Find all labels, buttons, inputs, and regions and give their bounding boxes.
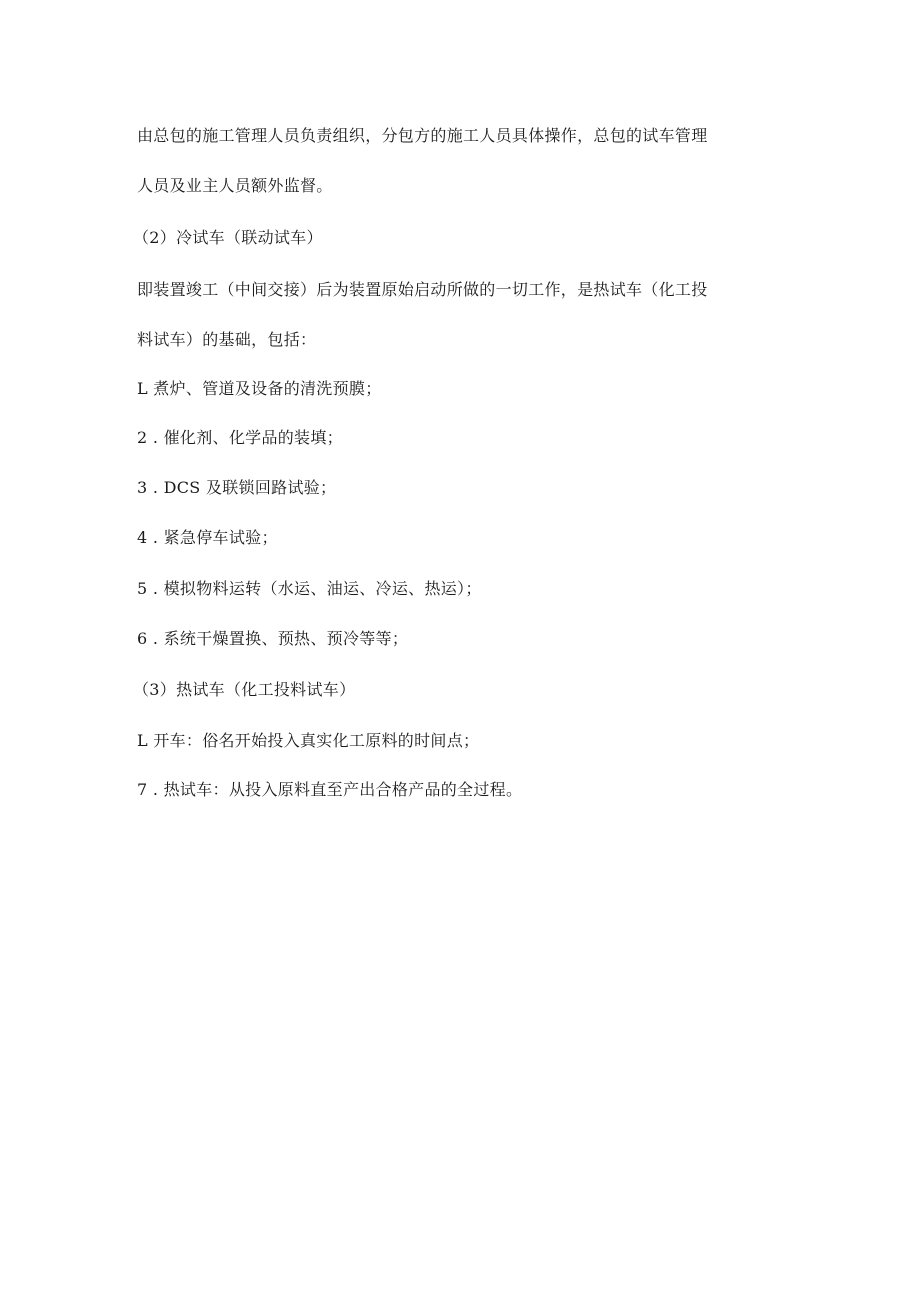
paragraph-line: 人员及业主人员额外监督。 bbox=[137, 176, 333, 195]
list-item: 5 . 模拟物料运转（水运、油运、冷运、热运）； bbox=[137, 579, 482, 598]
list-item: 2 . 催化剂、化学品的装填； bbox=[137, 428, 343, 447]
list-item: 7 . 热试车：从投入原料直至产出合格产品的全过程。 bbox=[137, 780, 523, 799]
list-item: 3 . DCS 及联锁回路试验； bbox=[137, 478, 337, 497]
list-item: 6 . 系统干燥置换、预热、预冷等等； bbox=[137, 629, 409, 648]
paragraph-line: 由总包的施工管理人员负责组织，分包方的施工人员具体操作，总包的试车管理 bbox=[137, 126, 708, 145]
paragraph-line: 料试车）的基础，包括： bbox=[137, 330, 317, 349]
section-heading-hot-test: （3）热试车（化工投料试车） bbox=[133, 680, 356, 699]
list-item: L 开车：俗名开始投入真实化工原料的时间点； bbox=[137, 731, 480, 750]
list-item: 4 . 紧急停车试验； bbox=[137, 528, 278, 547]
paragraph-line: 即装置竣工（中间交接）后为装置原始启动所做的一切工作，是热试车（化工投 bbox=[137, 280, 708, 299]
list-item: L 煮炉、管道及设备的清洗预膜； bbox=[137, 379, 382, 398]
section-heading-cold-test: （2）冷试车（联动试车） bbox=[133, 228, 323, 247]
